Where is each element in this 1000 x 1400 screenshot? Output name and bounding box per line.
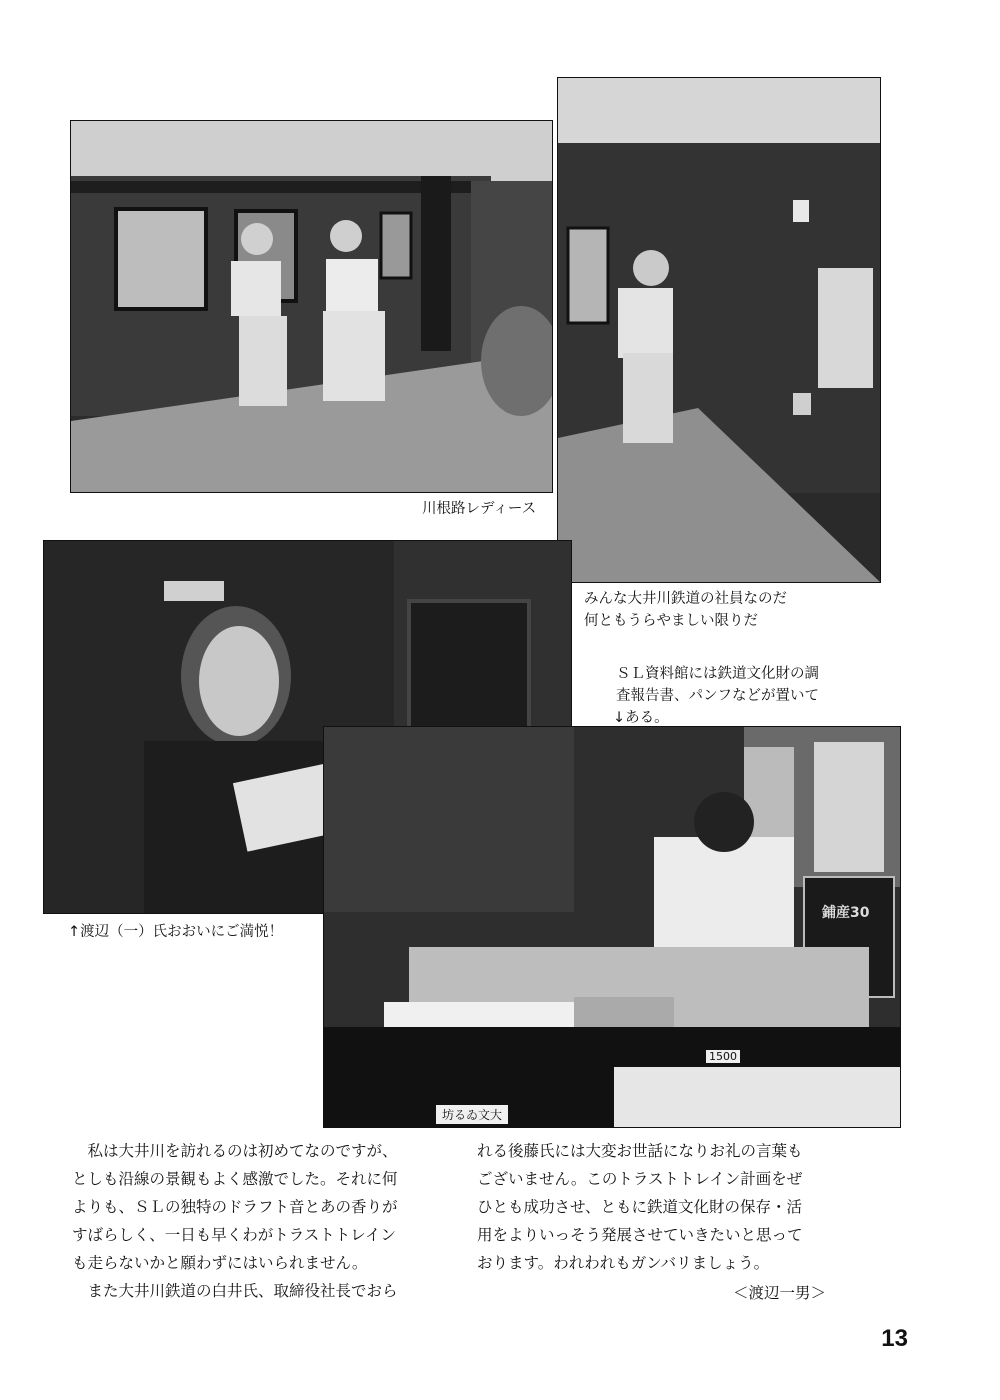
caption-museum-line1: ＳＬ資料館には鉄道文化財の調 (616, 666, 819, 682)
photo-staff-coach (557, 77, 881, 583)
photo-ladies-platform (70, 120, 553, 493)
caption-museum-line3: ↓ある。 (613, 710, 669, 726)
caption-staff-line2: 何ともうらやましい限りだ (584, 613, 758, 629)
caption-museum-line2: 査報告書、パンフなどが置いて (616, 688, 819, 704)
photo-museum-table (323, 726, 901, 1128)
body-line: れる後藤氏には大変お世話になりお礼の言葉も (477, 1142, 803, 1160)
body-line: も走らないかと願わずにはいられません。 (72, 1254, 368, 1272)
body-line: よりも、ＳＬの独特のドラフト音とあの香りが (72, 1198, 398, 1216)
caption-watanabe: ↑渡辺（一）氏おおいにご満悦！ (68, 924, 284, 940)
body-line: 私は大井川を訪れるのは初めてなのですが、 (72, 1142, 398, 1160)
caption-museum (613, 663, 819, 729)
caption-staff (584, 588, 787, 632)
body-column-left (72, 1137, 398, 1305)
body-line: としも沿線の景観もよく感激でした。それに何 (72, 1170, 398, 1188)
box-label-sign: 鋪産30 (822, 905, 870, 921)
body-line: また大井川鉄道の白井氏、取締役社長でおら (72, 1282, 398, 1300)
body-line: ございません。このトラストトレイン計画をぜ (477, 1170, 803, 1188)
caption-kawanehji-ladies: 川根路レディース (422, 501, 537, 517)
body-column-right (477, 1137, 803, 1277)
page-number: 13 (881, 1325, 908, 1352)
body-line: すばらしく、一日も早くわがトラストトレイン (72, 1226, 396, 1244)
body-line: おります。われわれもガンバリましょう。 (477, 1254, 770, 1272)
body-line: 用をよりいっそう発展させていきたいと思って (477, 1226, 803, 1244)
table-sign: 坊るゐ文大 (436, 1105, 508, 1124)
price-tag: 1500 (706, 1050, 740, 1063)
body-line: ひとも成功させ、ともに鉄道文化財の保存・活 (477, 1198, 803, 1216)
caption-staff-line1: みんな大井川鉄道の社員なのだ (584, 591, 787, 607)
author-signature: ＜渡辺一男＞ (733, 1284, 827, 1302)
